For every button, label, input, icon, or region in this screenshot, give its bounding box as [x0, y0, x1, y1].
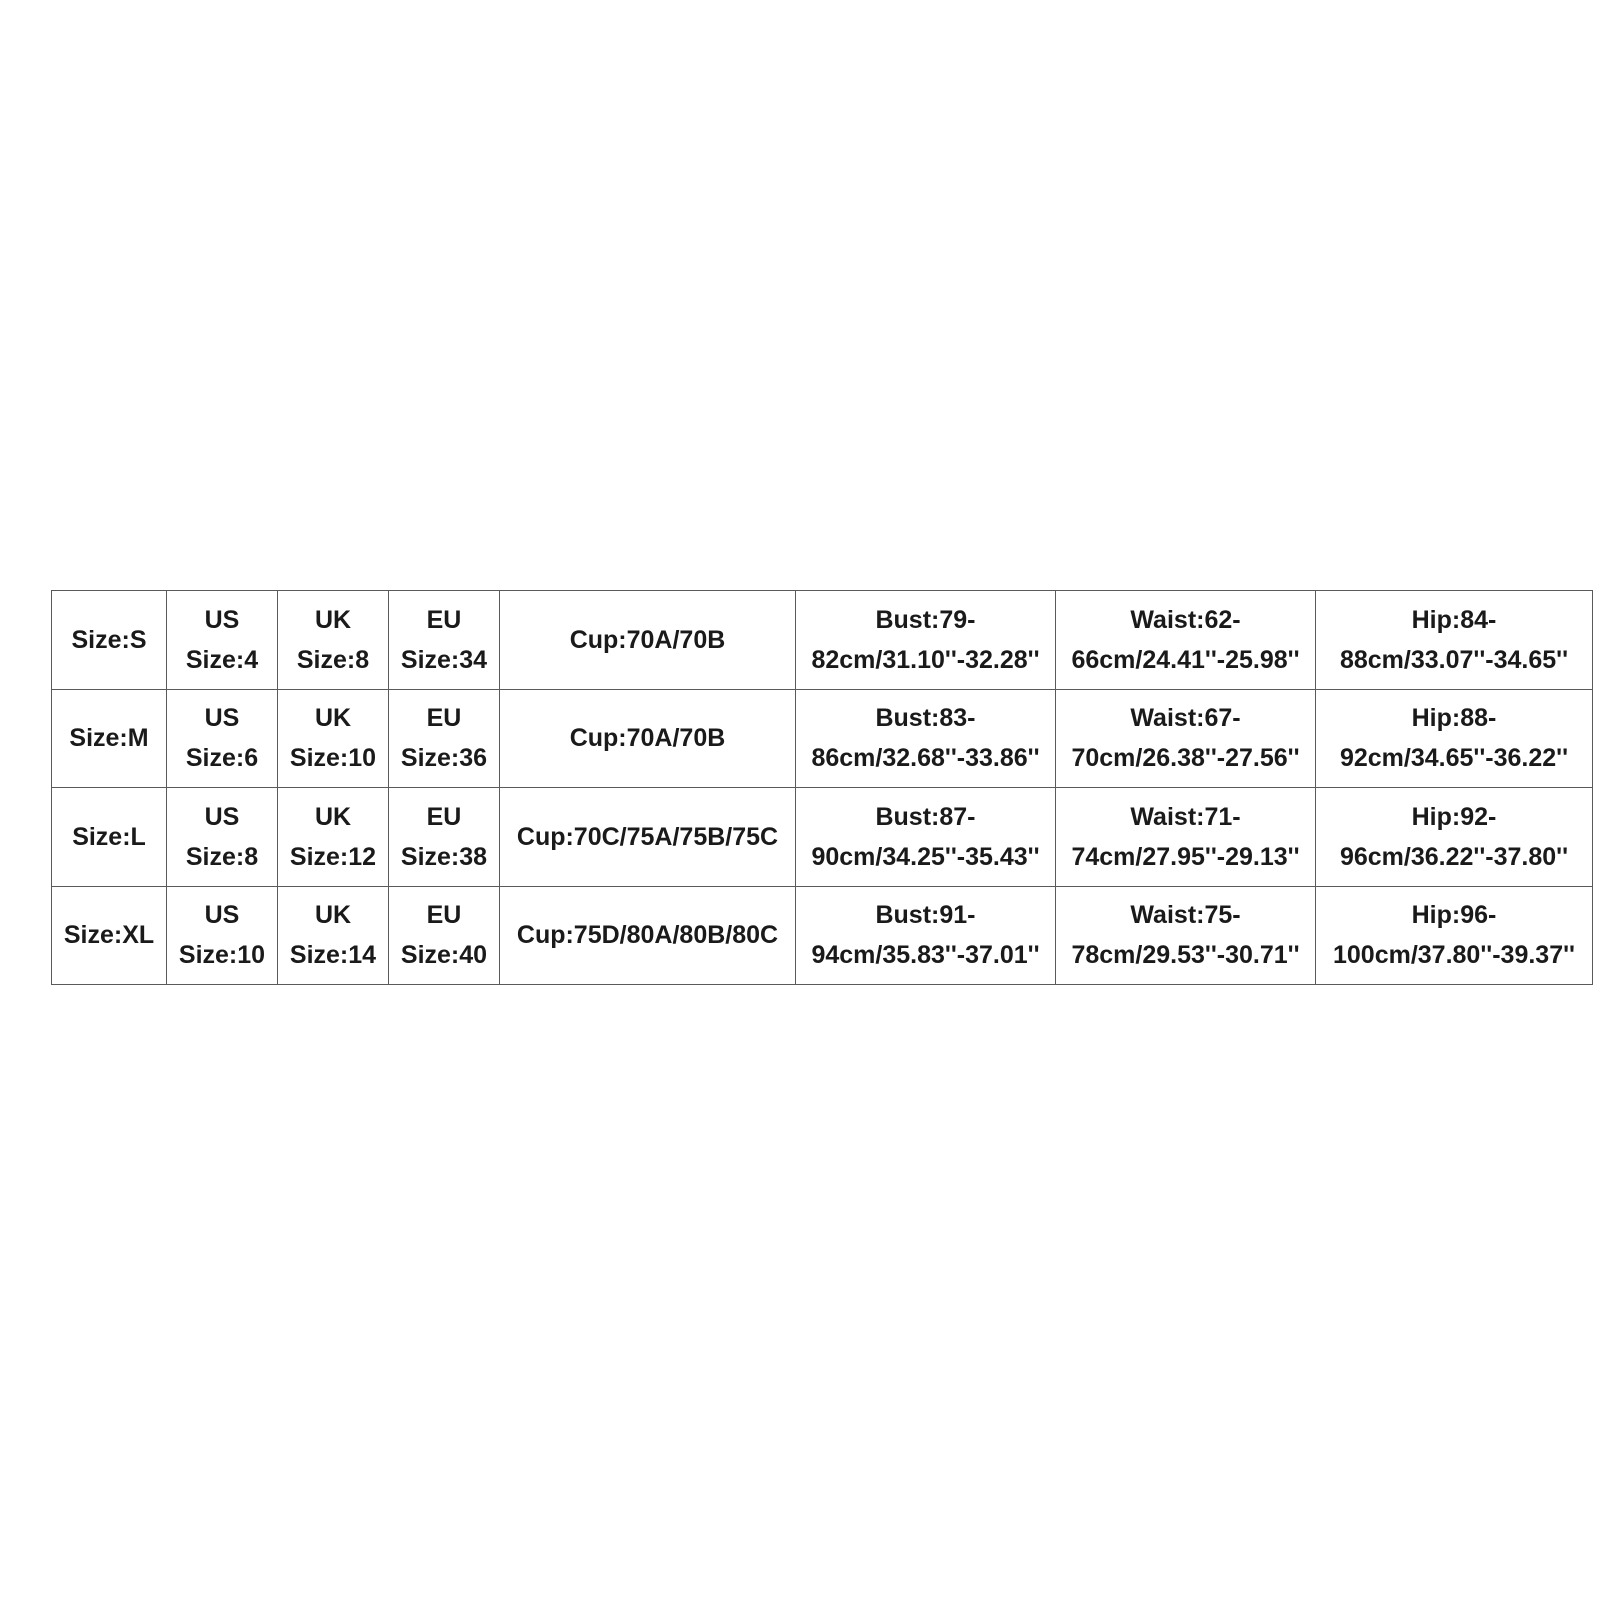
waist-cell: Waist:75- 78cm/29.53''-30.71''	[1056, 886, 1316, 985]
cup-cell: Cup:70A/70B	[500, 689, 796, 788]
size-cell: Size:XL	[52, 886, 167, 985]
bust-cell: Bust:83- 86cm/32.68''-33.86''	[796, 689, 1056, 788]
eu-size-cell: EU Size:34	[389, 591, 500, 690]
uk-size-cell: UK Size:8	[278, 591, 389, 690]
us-size-cell: US Size:10	[167, 886, 278, 985]
waist-cell: Waist:62- 66cm/24.41''-25.98''	[1056, 591, 1316, 690]
size-chart-table	[51, 590, 1593, 985]
size-cell: Size:L	[52, 788, 167, 887]
uk-size-cell: UK Size:10	[278, 689, 389, 788]
bust-cell: Bust:79- 82cm/31.10''-32.28''	[796, 591, 1056, 690]
size-cell: Size:M	[52, 689, 167, 788]
size-cell: Size:S	[52, 591, 167, 690]
bust-cell: Bust:91- 94cm/35.83''-37.01''	[796, 886, 1056, 985]
size-row-s	[52, 591, 1593, 690]
hip-cell: Hip:88- 92cm/34.65''-36.22''	[1316, 689, 1593, 788]
waist-cell: Waist:67- 70cm/26.38''-27.56''	[1056, 689, 1316, 788]
size-row-m	[52, 689, 1593, 788]
hip-cell: Hip:84- 88cm/33.07''-34.65''	[1316, 591, 1593, 690]
size-row-xl	[52, 886, 1593, 985]
uk-size-cell: UK Size:14	[278, 886, 389, 985]
bust-cell: Bust:87- 90cm/34.25''-35.43''	[796, 788, 1056, 887]
cup-cell: Cup:70C/75A/75B/75C	[500, 788, 796, 887]
eu-size-cell: EU Size:40	[389, 886, 500, 985]
hip-cell: Hip:96- 100cm/37.80''-39.37''	[1316, 886, 1593, 985]
hip-cell: Hip:92- 96cm/36.22''-37.80''	[1316, 788, 1593, 887]
uk-size-cell: UK Size:12	[278, 788, 389, 887]
eu-size-cell: EU Size:36	[389, 689, 500, 788]
us-size-cell: US Size:8	[167, 788, 278, 887]
cup-cell: Cup:70A/70B	[500, 591, 796, 690]
us-size-cell: US Size:4	[167, 591, 278, 690]
size-row-l	[52, 788, 1593, 887]
waist-cell: Waist:71- 74cm/27.95''-29.13''	[1056, 788, 1316, 887]
eu-size-cell: EU Size:38	[389, 788, 500, 887]
cup-cell: Cup:75D/80A/80B/80C	[500, 886, 796, 985]
us-size-cell: US Size:6	[167, 689, 278, 788]
